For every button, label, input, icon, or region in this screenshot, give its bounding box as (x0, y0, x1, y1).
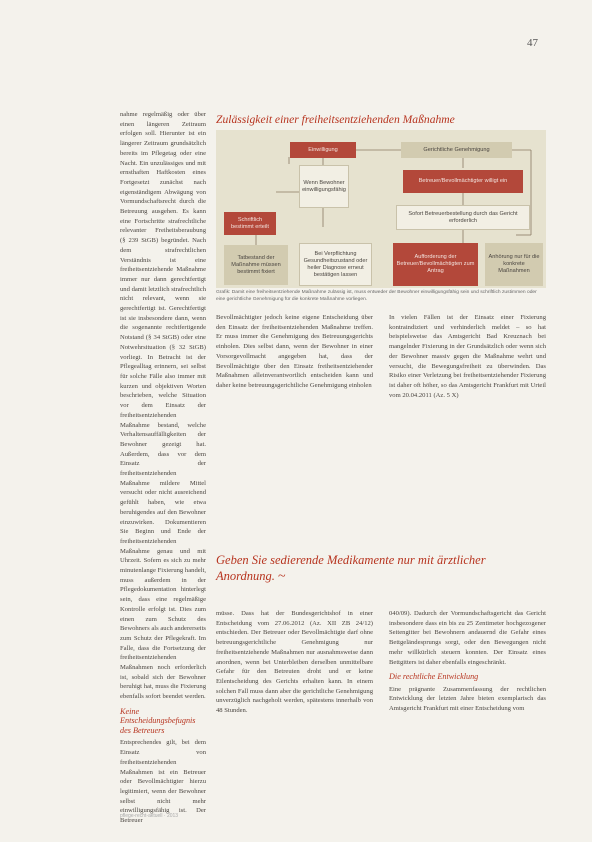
page-number: 47 (527, 37, 538, 49)
pull-quote (216, 552, 546, 585)
right-paragraph: In vielen Fällen ist der Einsatz einer Fixierung kontraindiziert und verhinderlich meldet – so hat beispielsweise das Amtsgericht Bad Kreuznach bei mangelnder Fixierung in der Grundsätzlich oder wenn sich der Bewohner massiv gegen die Maßnahme wehrt und versucht, die Bewegungsfreiheit zu überwinden. Das Risiko einer Verletzung bei freiheitsentziehender Fixierung ist daher oft höher, so das Amtsgericht Frankfurt mit Urteil vom 20.04.2011 (Az. 5 X) (389, 314, 546, 399)
middle-paragraph: Bevollmächtigter jedoch keine eigene Entscheidung über den Einsatz der freiheitsentziehenden Maßnahme treffen. Er muss immer die Genehmigung des Betreuungsgerichts einholen. Dies selbst dann, wenn der Bewohner in einer Vorsorgevollmacht angegeben hat, dass der Bevollmächtigte über den Einsatz freiheitsentziehender Maßnahmen alleinverantwortlich entscheiden kann und daher keine betreuungsgerichtliche Genehmigung einholen (216, 314, 373, 389)
left-paragraph-after: Entsprechendes gilt, bei dem Einsatz von freiheitsentziehenden Maßnahmen ist ein Betreuer oder Bevollmächtigter hierzu legitimiert, wenn der Bewohner selbst nicht mehr einwilligungsfähig ist. Der Betreuer (120, 739, 206, 825)
middle-column (216, 313, 373, 391)
guardian-consent-box: Betreuer/Bevollmächtigter willigt ein (403, 170, 523, 193)
right-column (389, 313, 546, 400)
diagram-title: Zulässigkeit einer freiheitsentziehenden Maßnahme (216, 113, 455, 126)
right-paragraph-end: Eine prägnante Zusammenfassung der rechtlichen Entwicklung der letzten Jahre bieten exemplarisch das Amtsgericht Frankfurt mit einer Entscheidung vom (389, 685, 546, 713)
diagram-caption: Grafik: Damit eine freiheitsentziehende Maßnahme zulässig ist, muss entweder der Bewohner einwilligungsfähig sein und schriftlich zustimmen oder eine gerichtliche Genehmigung für die konkrete Maßnahme vorliegen. (216, 290, 537, 302)
flow-diagram (216, 130, 546, 288)
right-column-lower (389, 609, 546, 714)
written-consent-box: Schriftlich bestimmt erteilt (224, 212, 276, 235)
left-column (120, 110, 206, 826)
middle-column-lower (216, 609, 373, 716)
request-box: Aufforderung der Betreuer/Bevollmächtigten zum Antrag (393, 243, 478, 286)
right-subheading: Die rechtliche Entwicklung (389, 672, 479, 682)
hearing-box: Anhörung nur für die konkrete Maßnahmen (485, 243, 543, 286)
consent-box: Einwilligung (290, 142, 356, 158)
resident-capable-box: Wenn Bewohner einwilligungsfähig (299, 165, 349, 208)
pull-quote-text: Geben Sie sedierende Medikamente nur mit ärztlicher Anordnung. (216, 553, 486, 583)
guardian-appointment-box: Sofort Betreuerbestellung durch das Gericht erforderlich (396, 205, 530, 230)
middle-paragraph-lower: müsse. Dass hat der Bundesgerichtshof in einer Entscheidung vom 27.06.2012 (Az. XII ZB 24/12) entschieden. Der Betreuer oder Bevollmächtigte darf ohne betreuungsgerichtliche Genehmigung nur freiheitsentziehende Maßnahmen nur ausnahmsweise dann anordnen, wenn bei Unterbleiben derselben unmittelbare Gefahr für den Betreuten droht und er keine Eilentscheidung des Gerichts erhalten kann. In einem solchen Fall muss dann aber die gerichtliche Genehmigung unverzüglich nachgeholt werden, spätestens innerhalb von 48 Stunden. (216, 610, 373, 715)
left-paragraph: nahme regelmäßig oder über einen längeren Zeitraum erfolgen soll. Hierunter ist ein längerer Zeitraum grundsätzlich bereits im Pflegetag oder eine Nacht. Ein unzulässiges und mit ernsthaften Haftkosten eines Fortgesetzt zunächst nach eigenständigem Abwägung von Vormundschaftsrecht durch die Betreuung ausgehen. Es kann eine Fortschritte strafrechtliche relevanter Freiheitsberaubung (§ 239 StGB) begründet. Nach dem strafrechtlichen Verständnis ist eine freiheitsentziehende Maßnahme immer nur dann gerechtfertigt und damit letztlich strafrechtlich nicht relevant, wenn sie gerechtfertigt ist. Gerechtfertigt ist sie insbesondere dann, wenn die sogenannte rechtfertigende Notstand (§ 34 StGB) oder eine Notwehrsituation (§ 32 StGB) vorliegt. In Betracht ist der Pflegealltag erinnern, sei selbst für solche Fälle also immer mit kurzen und objektiven Worten beschrieben, welche Situation vor dem Einsatz der freiheitsentziehenden Maßnahme bestand, welche Verhaltensauffälligkeiten der Bewohner gezeigt hat. Außerdem, dass vor dem Einsatz der freiheitsentziehenden Maßnahme mildere Mittel versucht oder nicht ausreichend gefühlt haben, wie etwa beruhigendes auf den Bewohner einzuwirken. Dokumentieren Sie Beginn und Ende der freiheitsentziehenden Maßnahme genau und mit Uhrzeit. Sofern es sich zu mehr minutenlange Fixierung handelt, muss außerdem in der Pflegedokumentation hinterlegt sein, dass eine regelmäßige Kontrolle erfolgt ist. Dies zum einen zum Schutz des Bewohners als auch andererseits zum Schutz der Pflegekraft. Im Falle, dass die Fortsetzung der freiheitsentziehenden Maßnahmen noch erforderlich ist, sobald sich der Bewohner beruhigt hat, muss die Fixierung ebenfalls sofort beendet werden. (120, 111, 206, 701)
left-subheading: Keine Entscheidungsbefugnis des Betreuers (120, 706, 196, 735)
right-paragraph-lower: 040/09). Dadurch der Vormundschaftsgericht das Gericht insbesondere dass ein bis zu 25 Zentimeter hochgezogener Seitengitter bei Bewohnern andauernd die Gefahr eines Bettgeländesprungs sorgt, oder den Bewegungen nicht mehr willkürlich steuern konnten. Der Einsatz eines Bettgitters ist daher ebenfalls eingeschränkt. (389, 610, 546, 666)
swirl-ornament-icon: ~ (278, 569, 286, 584)
health-verification-box: Bei Verpflichtung Gesundheitszustand oder heiler Diagnose erneut bestätigen lassen (299, 243, 372, 286)
page-footer: pflege-recht-aktuell · 2013 (120, 813, 179, 819)
court-approval-box: Gerichtliche Genehmigung (401, 142, 512, 158)
facts-box: Tatbestand der Maßnahme müssen bestimmt fixiert (224, 245, 288, 285)
